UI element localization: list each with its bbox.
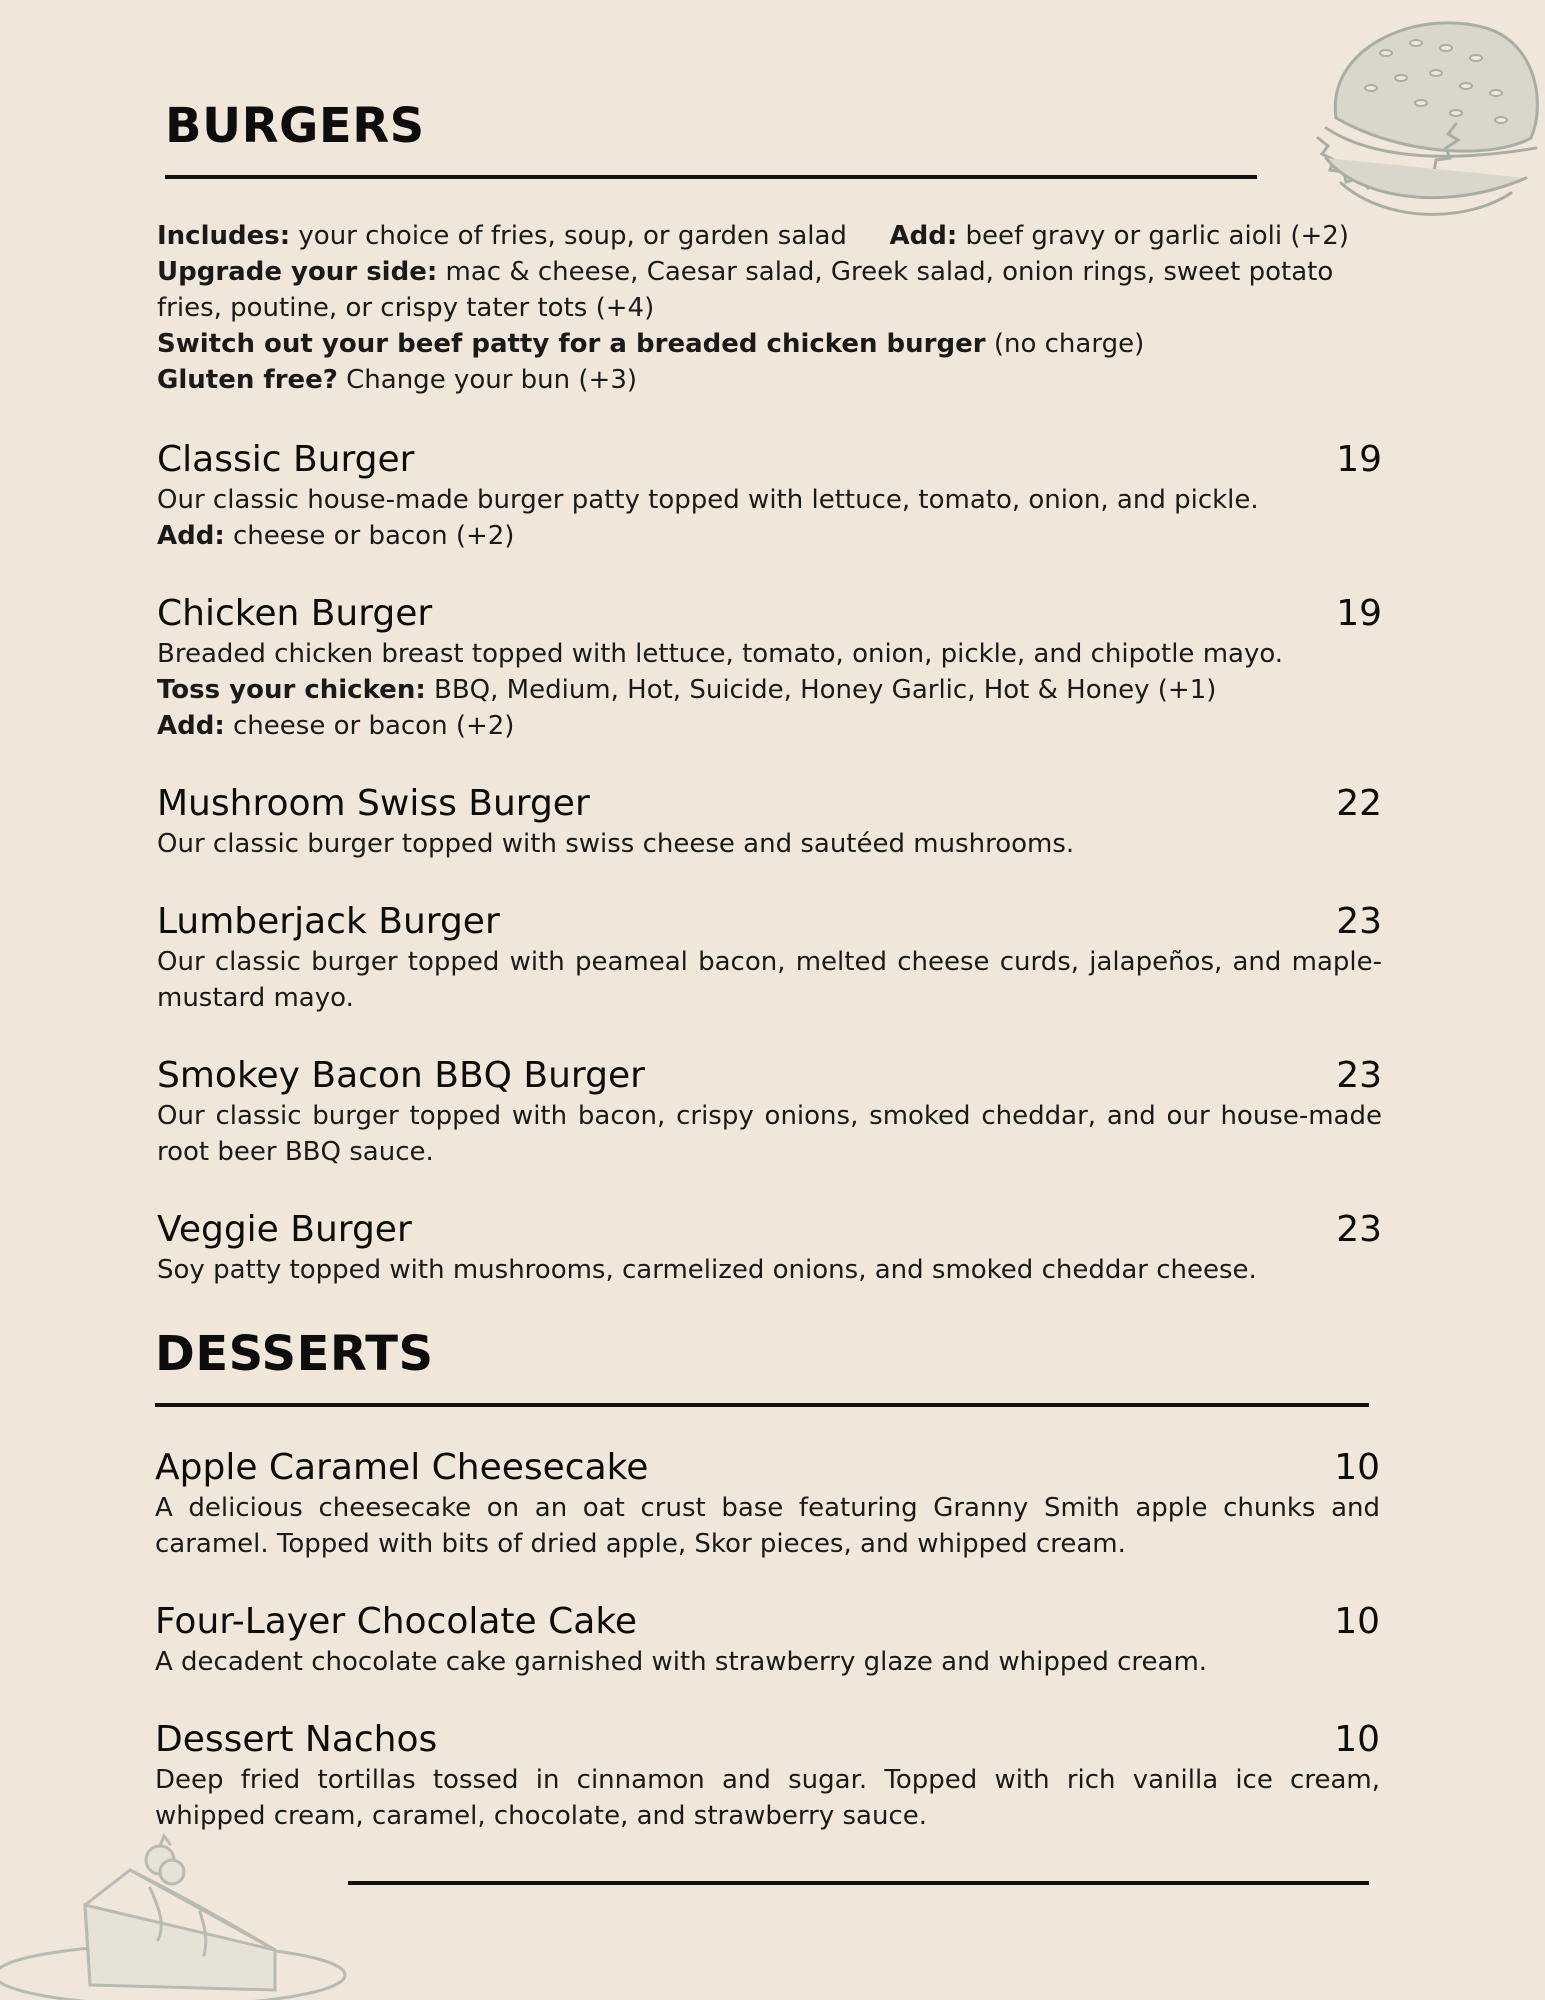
menu-item-apple-caramel-cheesecake — [155, 1446, 1380, 1562]
desserts-heading: DESSERTS — [155, 1326, 434, 1382]
menu-item-veggie-burger — [157, 1208, 1382, 1288]
item-name: Chicken Burger — [157, 593, 433, 634]
burgers-divider — [165, 175, 1257, 179]
menu-item-four-layer-chocolate-cake — [155, 1600, 1380, 1680]
item-name: Classic Burger — [157, 439, 415, 480]
item-description: Breaded chicken breast topped with lettuce, tomato, onion, pickle, and chipotle mayo. — [157, 639, 1284, 669]
item-description: Soy patty topped with mushrooms, carmelized onions, and smoked cheddar cheese. — [157, 1255, 1257, 1285]
item-name: Lumberjack Burger — [157, 901, 500, 942]
includes-line — [157, 218, 1382, 254]
extra-text: BBQ, Medium, Hot, Suicide, Honey Garlic, Hot & Honey (+1) — [434, 675, 1217, 705]
extra-text: cheese or bacon (+2) — [233, 521, 515, 551]
includes-text: your choice of fries, soup, or garden salad — [298, 221, 847, 251]
item-price: 19 — [1336, 439, 1382, 480]
item-description: Deep fried tortillas tossed in cinnamon and sugar. Topped with rich vanilla ice cream, whipped cream, caramel, chocolate, and strawberry sauce. — [155, 1765, 1380, 1831]
item-name: Dessert Nachos — [155, 1719, 438, 1760]
burgers-info — [157, 218, 1382, 398]
gluten-text: Change your bun (+3) — [346, 365, 638, 395]
menu-item-mushroom-swiss-burger — [157, 782, 1382, 862]
desserts-divider — [155, 1403, 1369, 1407]
item-extra — [157, 672, 1382, 708]
includes-label: Includes: — [157, 221, 291, 251]
item-description: Our classic burger topped with bacon, crispy onions, smoked cheddar, and our house-made root beer BBQ sauce. — [157, 1101, 1382, 1167]
item-price: 23 — [1336, 1209, 1382, 1250]
add-label: Add: — [889, 221, 958, 251]
burgers-heading: BURGERS — [165, 98, 425, 154]
item-description: A decadent chocolate cake garnished with strawberry glaze and whipped cream. — [155, 1647, 1208, 1677]
gluten-line — [157, 362, 1382, 398]
menu-item-smokey-bacon-bbq-burger — [157, 1054, 1382, 1170]
item-name: Apple Caramel Cheesecake — [155, 1447, 649, 1488]
burger-illustration-icon — [1296, 8, 1545, 238]
item-name: Smokey Bacon BBQ Burger — [157, 1055, 645, 1096]
item-name: Veggie Burger — [157, 1209, 412, 1250]
item-price: 23 — [1336, 901, 1382, 942]
item-price: 10 — [1334, 1601, 1380, 1642]
menu-item-lumberjack-burger — [157, 900, 1382, 1016]
extra-label: Toss your chicken: — [157, 675, 426, 705]
extra-label: Add: — [157, 711, 225, 741]
upgrade-label: Upgrade your side: — [157, 257, 438, 287]
item-name: Mushroom Swiss Burger — [157, 783, 590, 824]
menu-item-dessert-nachos — [155, 1718, 1380, 1834]
upgrade-line — [157, 254, 1382, 326]
bottom-divider — [348, 1881, 1369, 1885]
extra-label: Add: — [157, 521, 225, 551]
switch-line — [157, 326, 1382, 362]
menu-item-classic-burger — [157, 438, 1382, 554]
item-description: Our classic burger topped with swiss cheese and sautéed mushrooms. — [157, 829, 1075, 859]
switch-label: Switch out your beef patty for a breaded chicken burger — [157, 329, 986, 359]
item-extra — [157, 708, 1382, 744]
upgrade-text: mac & cheese, Caesar salad, Greek salad, onion rings, sweet potato fries, poutine, or crispy tater tots (+4) — [157, 257, 1334, 323]
item-description: A delicious cheesecake on an oat crust base featuring Granny Smith apple chunks and caramel. Topped with bits of dried apple, Skor pieces, and whipped cream. — [155, 1493, 1380, 1559]
switch-text: (no charge) — [993, 329, 1145, 359]
add-text: beef gravy or garlic aioli (+2) — [965, 221, 1349, 251]
extra-text: cheese or bacon (+2) — [233, 711, 515, 741]
item-description: Our classic house-made burger patty topped with lettuce, tomato, onion, and pickle. — [157, 485, 1259, 515]
item-description: Our classic burger topped with peameal bacon, melted cheese curds, jalapeños, and maple-mustard mayo. — [157, 947, 1382, 1013]
item-price: 10 — [1334, 1447, 1380, 1488]
item-price: 19 — [1336, 593, 1382, 634]
item-price: 23 — [1336, 1055, 1382, 1096]
item-name: Four-Layer Chocolate Cake — [155, 1601, 638, 1642]
item-price: 22 — [1336, 783, 1382, 824]
menu-item-chicken-burger — [157, 592, 1382, 744]
gluten-label: Gluten free? — [157, 365, 338, 395]
item-extra — [157, 518, 1382, 554]
item-price: 10 — [1334, 1719, 1380, 1760]
cheesecake-illustration-icon — [0, 1830, 350, 2000]
